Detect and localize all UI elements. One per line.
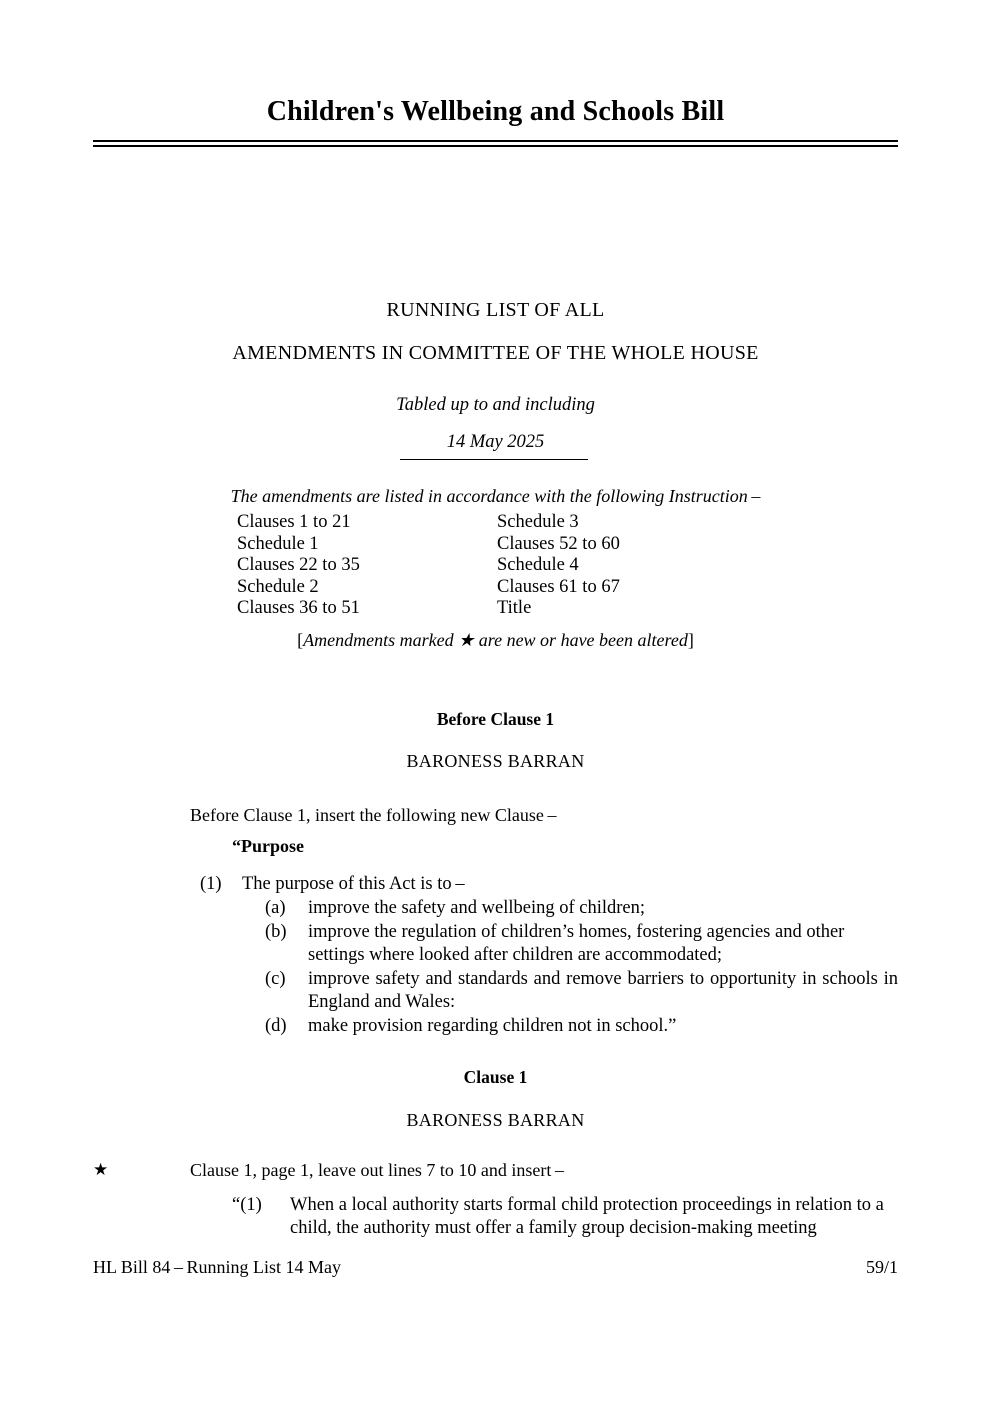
list-item-marker: (1): [200, 874, 222, 894]
clause-column-left: [237, 512, 360, 620]
new-clause-title: “Purpose: [232, 836, 304, 856]
star-note-close-bracket: ]: [687, 630, 694, 650]
sponsor-name-clause-1: BARONESS BARRAN: [406, 1110, 585, 1130]
tabled-date: 14 May 2025: [446, 431, 545, 452]
footer-bill-reference: HL Bill 84 – Running List 14 May: [93, 1257, 342, 1277]
list-item-text: improve the regulation of children’s homes, fostering agencies and other settings where looked after children are accommodated;: [308, 922, 845, 965]
list-item: [265, 968, 898, 1014]
instruction-intro: The amendments are listed in accordance with the following Instruction –: [230, 486, 761, 506]
list-item-marker: (a): [265, 898, 286, 918]
list-item: [232, 1194, 898, 1240]
list-item-text: The purpose of this Act is to –: [242, 874, 465, 894]
running-list-line-1: RUNNING LIST OF ALL: [386, 299, 605, 321]
clause-list-item: Schedule 1: [237, 533, 319, 554]
list-item: [265, 921, 898, 967]
running-list-line-2: AMENDMENTS IN COMMITTEE OF THE WHOLE HOUSE: [232, 342, 759, 364]
list-item: [200, 873, 898, 896]
list-item-marker: (d): [265, 1016, 287, 1036]
rule-bottom: [93, 145, 898, 147]
section-heading-clause-1: Clause 1: [463, 1067, 528, 1087]
list-item: [265, 897, 898, 920]
clause-list-item: Schedule 3: [497, 512, 579, 532]
clause-list-item: Schedule 2: [237, 576, 319, 597]
clause-column-right: [497, 512, 620, 620]
list-item-text: When a local authority starts formal child protection proceedings in relation to a child, the authority must offer a family group decision-making meeting: [290, 1195, 884, 1238]
clause-list-item: Clauses 52 to 60: [497, 533, 620, 554]
clause-list-item: Clauses 61 to 67: [497, 576, 620, 597]
clause-list-item: Schedule 4: [497, 555, 579, 575]
list-item-text: improve safety and standards and remove barriers to opportunity in schools in England and Wales:: [308, 969, 898, 1012]
sponsor-name-before-clause-1: BARONESS BARRAN: [406, 751, 585, 771]
section-heading-before-clause-1: Before Clause 1: [436, 709, 555, 729]
star-icon: ★: [93, 1160, 109, 1179]
list-item-marker: (b): [265, 922, 287, 942]
instruction-block: [93, 487, 898, 624]
clause-list-item: Clauses 22 to 35: [237, 555, 360, 575]
list-item-text: make provision regarding children not in school.”: [308, 1016, 677, 1036]
tabled-label: Tabled up to and including: [396, 395, 595, 415]
clause-list-item: Clauses 36 to 51: [237, 598, 360, 618]
amendment-intro-clause-1: Clause 1, page 1, leave out lines 7 to 10 and insert –: [190, 1160, 565, 1180]
header-separator-rule: [400, 459, 588, 460]
rule-top: [93, 140, 898, 142]
header-block: [93, 300, 898, 451]
list-item: [265, 1015, 898, 1038]
footer-page-number: 59/1: [865, 1257, 898, 1277]
list-item-text: improve the safety and wellbeing of children;: [308, 898, 646, 918]
list-item-marker: (c): [265, 969, 286, 989]
instruction-clause-table: [93, 512, 898, 624]
amendment-intro-before-clause-1: Before Clause 1, insert the following new Clause –: [190, 805, 557, 825]
star-note-text: Amendments marked ★ are new or have been altered: [303, 630, 688, 650]
list-item-marker: “(1): [232, 1195, 262, 1215]
clause-list-item: Title: [497, 598, 532, 618]
clause-list-item: Clauses 1 to 21: [237, 512, 351, 532]
title-block: [93, 96, 898, 147]
star-note: [93, 631, 898, 649]
page-footer: [93, 1258, 898, 1276]
title-double-rule: [93, 140, 898, 147]
page-title: Children's Wellbeing and Schools Bill: [266, 96, 725, 127]
star-note-open-bracket: [: [297, 630, 304, 650]
